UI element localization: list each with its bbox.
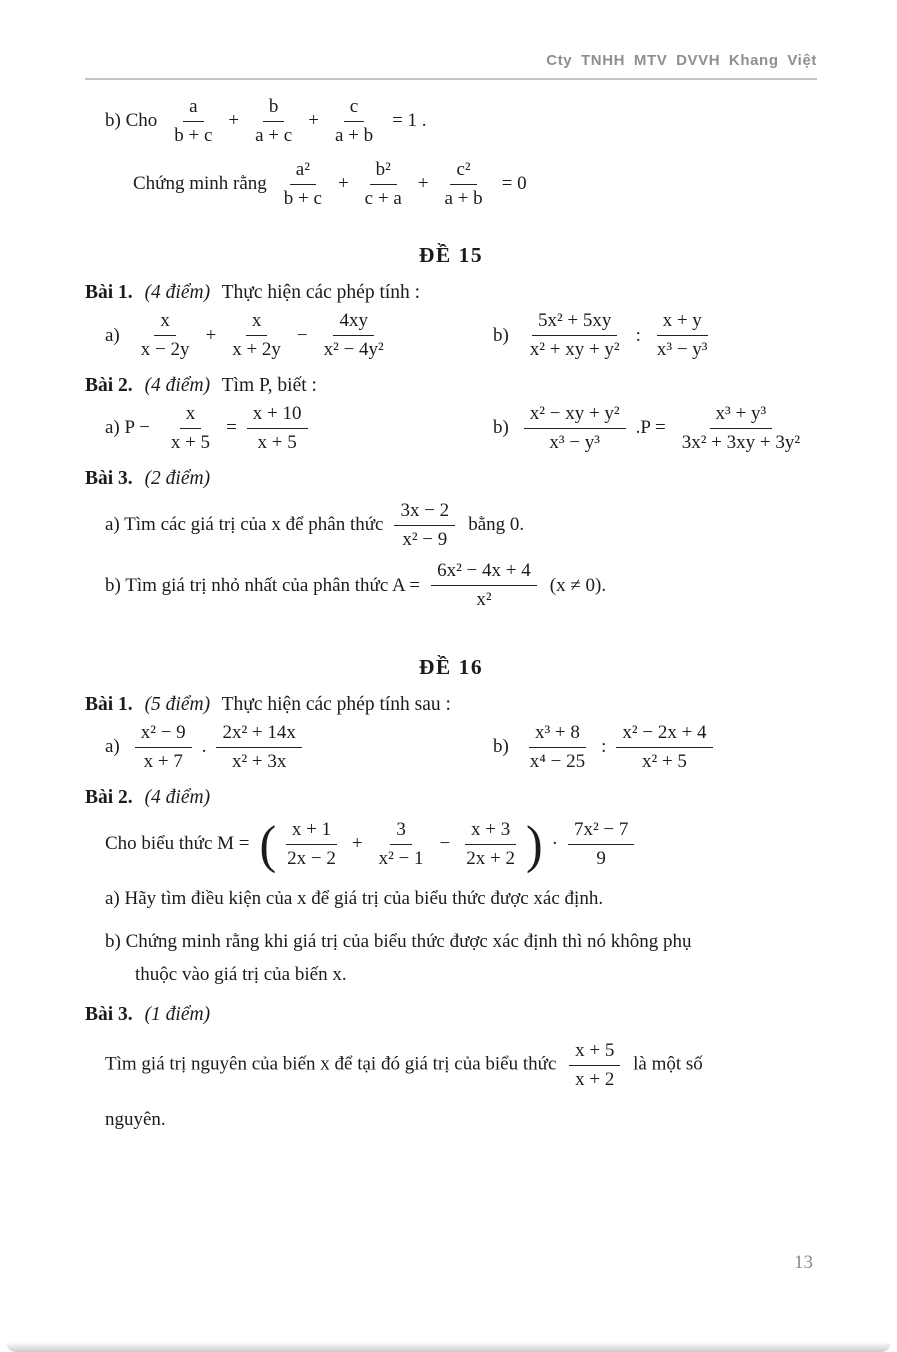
- fraction-numerator: x + y: [657, 310, 708, 336]
- text: b) Cho: [105, 110, 158, 132]
- exam-title-de16: ĐỀ 16: [418, 655, 484, 680]
- fraction-numerator: c²: [450, 159, 476, 185]
- exercise-part-b: [493, 403, 817, 454]
- given-equation-line: [105, 96, 817, 147]
- fraction-denominator: x + 7: [143, 750, 183, 772]
- exercise-instruction: Tìm P, biết :: [221, 375, 317, 397]
- exercise-item-a: [105, 884, 817, 913]
- operator: :: [635, 324, 641, 346]
- exercise-heading-bai3: [85, 468, 817, 490]
- exercise-points: (1 điểm): [144, 1003, 211, 1025]
- fraction: [568, 819, 634, 870]
- fraction-numerator: x: [154, 310, 176, 336]
- fraction: [373, 819, 430, 870]
- text: Cho biểu thức M =: [105, 833, 250, 855]
- exercise-points: (2 điểm): [144, 467, 211, 489]
- fraction-numerator: 5x² + 5xy: [532, 310, 617, 336]
- fraction-numerator: x: [180, 403, 202, 429]
- text: = 0: [501, 173, 527, 195]
- operator: =: [226, 417, 237, 439]
- exercise-part-b: [493, 722, 817, 773]
- operator: +: [205, 324, 217, 346]
- fraction: [318, 310, 390, 361]
- exercise-part-a: [85, 722, 493, 773]
- operator: +: [417, 173, 429, 195]
- fraction: [460, 819, 521, 870]
- fraction: [135, 722, 192, 773]
- part-label: a): [105, 736, 120, 758]
- close-paren: ): [525, 814, 543, 874]
- exercise-part-b: [493, 310, 817, 361]
- text: thuộc vào giá trị của biến x.: [135, 964, 347, 986]
- fraction-numerator: c: [344, 96, 364, 122]
- exercise-item-b-continuation: [135, 960, 817, 989]
- fraction-denominator: 2x + 2: [466, 847, 515, 869]
- fraction-numerator: x³ + y³: [710, 403, 773, 429]
- exercise-heading-bai2: [85, 787, 817, 809]
- text: Chứng minh rằng: [133, 173, 267, 195]
- exercise-item-b: [105, 927, 817, 956]
- exercise-instruction: Thực hiện các phép tính sau :: [221, 694, 451, 716]
- fraction: [524, 722, 591, 773]
- exercise-label: Bài 2.: [85, 375, 133, 397]
- part-label: a): [105, 324, 120, 346]
- fraction: [165, 403, 216, 454]
- fraction: [569, 1040, 620, 1091]
- text: = 1 .: [392, 110, 427, 132]
- exercise-points: (5 điểm): [144, 694, 211, 716]
- exercise-part-a: [85, 403, 493, 454]
- text: bằng 0.: [468, 514, 525, 536]
- fraction: [247, 403, 308, 454]
- exercise-label: Bài 2.: [85, 786, 133, 808]
- fraction: [359, 159, 408, 210]
- open-paren: (: [259, 814, 277, 874]
- fraction-denominator: a + b: [444, 187, 483, 209]
- exercise-points: (4 điểm): [144, 786, 211, 808]
- exercise-label: Bài 3.: [85, 1003, 133, 1025]
- fraction-numerator: x + 3: [465, 819, 516, 845]
- operator: +: [308, 110, 319, 132]
- operator: :: [601, 736, 607, 758]
- page-number: 13: [794, 1252, 813, 1273]
- fraction: [216, 722, 301, 773]
- text: b) Chứng minh rằng khi giá trị của biểu thức được xác định thì nó không phụ: [105, 930, 692, 952]
- operator: .: [201, 736, 207, 758]
- exercise-item-a: [105, 500, 817, 551]
- fraction-numerator: x: [246, 310, 268, 336]
- fraction-denominator: x³ − y³: [549, 431, 600, 453]
- fraction-denominator: x² + 3x: [231, 750, 287, 772]
- fraction-numerator: x + 10: [247, 403, 308, 429]
- prove-equation-line: [133, 159, 817, 210]
- operator: .P =: [635, 417, 666, 439]
- operator: +: [351, 833, 363, 855]
- fraction: [278, 159, 328, 210]
- exercise-label: Bài 1.: [85, 282, 133, 304]
- fraction-denominator: x² − 1: [378, 847, 424, 869]
- fraction-numerator: x + 1: [286, 819, 337, 845]
- fraction-numerator: x³ + 8: [529, 722, 586, 748]
- exercise-points: (4 điểm): [144, 375, 211, 397]
- fraction-denominator: x² + xy + y²: [529, 339, 620, 361]
- fraction-numerator: 2x² + 14x: [216, 722, 301, 748]
- exercise-row: [85, 722, 817, 773]
- fraction-denominator: x⁴ − 25: [529, 750, 586, 772]
- exercise-item-b: [105, 560, 817, 611]
- fraction-denominator: x²: [476, 589, 492, 611]
- fraction: [651, 310, 714, 361]
- fraction-numerator: 3x − 2: [394, 500, 455, 526]
- fraction: [168, 96, 218, 147]
- exercise-heading-bai1: [85, 282, 817, 304]
- fraction-numerator: 4xy: [333, 310, 374, 336]
- fraction-numerator: x² − 2x + 4: [616, 722, 712, 748]
- fraction: [438, 159, 488, 210]
- fraction: [281, 819, 342, 870]
- operator: ·: [551, 833, 558, 855]
- fraction-denominator: x² − 4y²: [323, 339, 384, 361]
- fraction-numerator: b: [263, 96, 285, 122]
- fraction-numerator: b²: [370, 159, 397, 185]
- exam-title-de15: ĐỀ 15: [418, 243, 484, 268]
- exercise-label: Bài 1.: [85, 694, 133, 716]
- fraction-numerator: a²: [290, 159, 316, 185]
- text: a) Hãy tìm điều kiện của x để giá trị của biểu thức được xác định.: [105, 887, 604, 909]
- text: nguyên.: [105, 1108, 166, 1130]
- fraction: [329, 96, 379, 147]
- fraction-denominator: x − 2y: [140, 339, 190, 361]
- fraction: [616, 722, 712, 773]
- exercise-heading-bai2: [85, 375, 817, 397]
- exercise-heading-bai1: [85, 694, 817, 716]
- fraction-numerator: x² − xy + y²: [524, 403, 626, 429]
- exercise-heading-bai3: [85, 1004, 817, 1026]
- text: a) Tìm các giá trị của x để phân thức: [105, 514, 384, 536]
- m-expression: [105, 814, 817, 874]
- text: là một số: [633, 1053, 703, 1075]
- fraction-denominator: a + b: [334, 124, 374, 146]
- fraction-numerator: 7x² − 7: [568, 819, 634, 845]
- fraction: [135, 310, 196, 361]
- fraction-numerator: 3: [390, 819, 412, 845]
- fraction-denominator: c + a: [364, 187, 402, 209]
- exercise-instruction: Thực hiện các phép tính :: [221, 282, 421, 304]
- page-header: [85, 0, 817, 80]
- fraction-denominator: 2x − 2: [287, 847, 336, 869]
- fraction-denominator: x² + 5: [642, 750, 687, 772]
- fraction-denominator: 9: [596, 847, 606, 869]
- exercise-part-a: [85, 310, 493, 361]
- part-label: b): [492, 324, 509, 346]
- fraction: [524, 403, 626, 454]
- operator: −: [439, 833, 451, 855]
- operator: −: [296, 324, 308, 346]
- text: (x ≠ 0).: [549, 574, 607, 596]
- part-label: a) P −: [105, 417, 150, 439]
- part-label: b): [492, 417, 509, 439]
- fraction-denominator: x + 2y: [232, 339, 281, 361]
- fraction-denominator: x + 5: [257, 431, 297, 453]
- fraction-denominator: b + c: [283, 187, 322, 209]
- fraction-denominator: 3x² + 3xy + 3y²: [681, 431, 801, 453]
- fraction: [676, 403, 806, 454]
- exercise-statement: [105, 1040, 817, 1091]
- fraction-numerator: 6x² − 4x + 4: [431, 560, 537, 586]
- fraction-denominator: b + c: [174, 124, 213, 146]
- scan-edge-shadow: [6, 1342, 891, 1352]
- publisher-name: Cty TNHH MTV DVVH Khang Việt: [546, 52, 817, 69]
- exercise-points: (4 điểm): [144, 282, 211, 304]
- operator: +: [228, 110, 240, 132]
- text: b) Tìm giá trị nhỏ nhất của phân thức A =: [105, 574, 421, 596]
- fraction-denominator: x + 5: [170, 431, 211, 453]
- exercise-row: [85, 403, 817, 454]
- fraction: [524, 310, 626, 361]
- fraction-denominator: x + 2: [575, 1068, 615, 1090]
- fraction-numerator: x + 5: [569, 1040, 620, 1066]
- fraction: [394, 500, 455, 551]
- exercise-label: Bài 3.: [85, 467, 133, 489]
- fraction: [249, 96, 298, 147]
- operator: +: [337, 173, 349, 195]
- fraction: [431, 560, 537, 611]
- fraction-numerator: x² − 9: [135, 722, 192, 748]
- text: Tìm giá trị nguyên của biến x để tại đó giá trị của biểu thức: [105, 1053, 557, 1075]
- fraction-numerator: a: [183, 96, 203, 122]
- exercise-statement-continuation: [105, 1105, 817, 1134]
- part-label: b): [492, 736, 509, 758]
- exercise-row: [85, 310, 817, 361]
- fraction-denominator: x³ − y³: [656, 339, 708, 361]
- fraction-denominator: a + c: [255, 124, 293, 146]
- fraction: [226, 310, 287, 361]
- fraction-denominator: x² − 9: [402, 528, 448, 550]
